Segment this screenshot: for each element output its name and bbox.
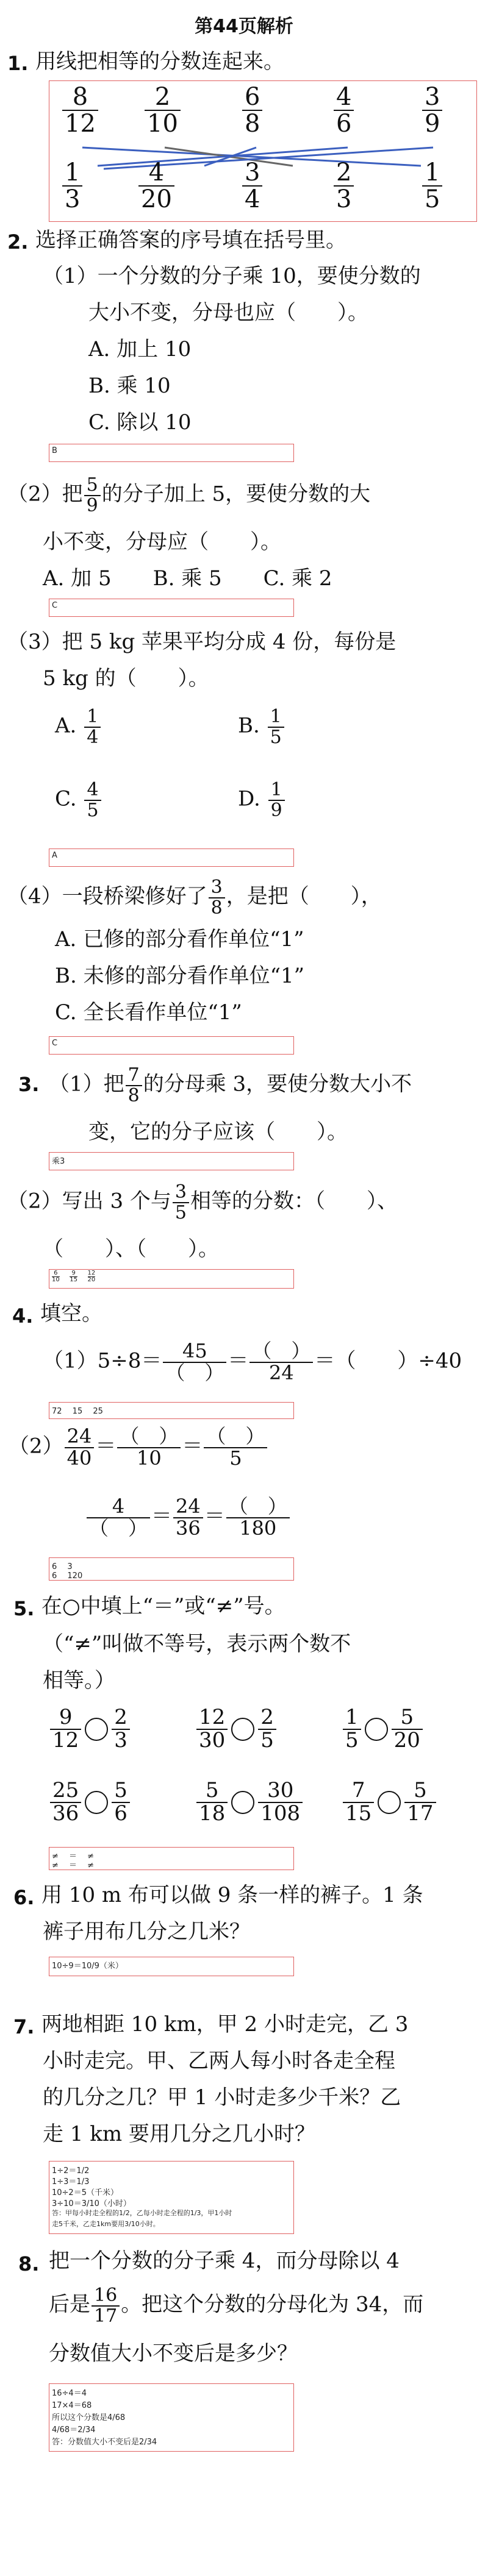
q4-p2-answer-line1: 6 3 [52,1562,73,1571]
q6-number: 6. [13,1886,35,1909]
q4-number: 4. [12,1304,34,1328]
q7-line3: 的几分之几？甲 1 小时走多少千米？乙 [43,2085,401,2110]
q2-p4-option-c: C. 全长看作单位“1” [55,1000,242,1025]
q1-top-frac: $\frac{2}{10}$ [143,84,182,137]
compare-circle[interactable] [231,1718,254,1741]
q4-p1-answer: 72 15 25 [52,1407,103,1416]
q8-answer-line: 16÷4＝4 [52,2389,87,2398]
q2-p3-answer: A [52,851,57,860]
q6-line2: 裤子用布几分之几米？ [43,1920,250,1944]
q1-top-frac: $\frac{8}{12}$ [61,84,99,137]
q5-compare: $\frac{7}{15}$ $\frac{5}{17}$ [342,1780,437,1824]
q5-line1: 在○中填上“＝”或“≠”号。 [41,1594,285,1618]
q7-answer-line: 1÷2＝1/2 [52,2166,90,2176]
q5-compare: $\frac{1}{5}$ $\frac{5}{20}$ [342,1707,424,1751]
q4-p2-answer-box [49,1557,294,1581]
q2-p4-option-a: A. 已修的部分看作单位“1” [55,927,304,952]
q2-p3-option-d: D. $\frac{1}{9}$ [238,780,286,820]
q4-p2-answer-line2: 6 120 [52,1571,83,1581]
q7-answer-line: 1÷3＝1/3 [52,2177,90,2186]
q2-p3-option-c: C. $\frac{4}{5}$ [55,780,102,820]
compare-circle[interactable] [85,1718,108,1741]
q5-line3: 相等。） [43,1668,115,1693]
q3-p2-answer-box [49,1269,294,1289]
q7-number: 7. [13,2015,35,2038]
q2-text: 选择正确答案的序号填在括号里。 [35,228,346,252]
page-title: 第44页解析 [195,16,293,37]
q5-number: 5. [13,1597,35,1620]
q3-p1-line2: 变，它的分子应该（ ）。 [88,1120,348,1144]
q2-p3-option-a: A. $\frac{1}{4}$ [55,707,102,747]
q1-top-frac: $\frac{6}{8}$ [241,84,264,137]
compare-circle[interactable] [378,1791,401,1814]
q7-answer-line: 10÷2＝5（千米） [52,2188,118,2197]
q1-number: 1. [7,52,29,75]
q8-answer-line: 17×4＝68 [52,2401,92,2410]
q1-bottom-frac: $\frac{1}{5}$ [421,160,443,212]
q2-p2-options: A. 加 5 B. 乘 5 C. 乘 2 [43,566,332,591]
q1-bottom-frac: $\frac{3}{4}$ [241,160,264,212]
q7-answer-line: 答：甲每小时走全程的1/2，乙每小时走全程的1/3，甲1小时 [52,2209,232,2217]
q4-text: 填空。 [40,1301,102,1326]
q5-compare: $\frac{9}{12}$ $\frac{2}{3}$ [49,1707,131,1751]
compare-circle[interactable] [231,1791,254,1814]
q8-line1: 把一个分数的分子乘 4，而分母除以 4 [49,2249,400,2273]
q2-p3-line2: 5 kg 的（ ）。 [43,666,209,691]
q5-answer-box [49,1847,294,1870]
q2-p1-line1: （1）一个分数的分子乘 10，要使分数的 [43,264,421,288]
q5-answer-line1: ≠ ＝ ≠ [52,1852,95,1861]
q6-answer: 10÷9＝10/9（米） [52,1962,123,1971]
q2-p3-line1: （3）把 5 kg 苹果平均分成 4 份，每份是 [7,630,396,654]
q5-compare: $\frac{25}{36}$ $\frac{5}{6}$ [49,1780,131,1824]
q2-p1-option-c: C. 除以 10 [88,410,192,435]
q1-top-frac: $\frac{4}{6}$ [332,84,355,137]
q2-p1-option-b: B. 乘 10 [88,374,171,398]
q5-line2: （“≠”叫做不等号，表示两个数不 [43,1632,351,1656]
q7-answer-line: 走5千米，乙走1km要用3/10小时。 [52,2220,160,2228]
q8-line2: 后是 $\frac{16}{17}$ 。把这个分数的分母化为 34，而 [49,2285,424,2327]
q5-compare: $\frac{12}{30}$ $\frac{2}{5}$ [195,1707,278,1751]
q3-p2-line2: （ ）、（ ）。 [43,1237,219,1261]
q8-answer-line: 答：分数值大小不变后是2/34 [52,2438,157,2447]
q7-answer-box [49,2161,294,2234]
q1-top-frac: $\frac{3}{9}$ [421,84,443,137]
q6-line1: 用 10 m 布可以做 9 条一样的裤子。1 条 [41,1883,423,1907]
q1-text: 用线把相等的分数连起来。 [35,49,284,74]
q4-p1-equation: （1）5÷8＝ $\frac{45}{( )}$ ＝ $\frac{( )}{24}$ ＝（ ）÷40 [43,1339,462,1384]
q3-number: 3. [18,1073,40,1096]
q4-p2-equation1: （2） $\frac{24}{40}$ ＝ $\frac{( )}{10}$ ＝ $\frac{( )}{5}$ [9,1426,268,1468]
q3-p2-answer: $\frac{6}{10}$ $\frac{9}{15}$ $\frac{12}{20}$ [52,1270,96,1283]
q7-line2: 小时走完。甲、乙两人每小时各走全程 [43,2049,395,2073]
q5-compare: $\frac{5}{18}$ $\frac{30}{108}$ [195,1780,304,1824]
q3-p2-line1: （2）写出 3 个与 $\frac{3}{5}$ 相等的分数：（ ）、 [7,1181,398,1223]
q3-p1-line1: （1）把 $\frac{7}{8}$ 的分母乘 3，要使分数大小不 [49,1064,412,1106]
q1-bottom-frac: $\frac{1}{3}$ [61,160,84,212]
compare-circle[interactable] [365,1718,388,1741]
q8-answer-line: 所以这个分数是4/68 [52,2413,126,2422]
q2-p3-option-b: B. $\frac{1}{5}$ [238,707,285,747]
q2-number: 2. [7,230,29,254]
q2-p2-line2: 小不变，分母应（ ）。 [43,530,281,554]
q1-bottom-frac: $\frac{2}{3}$ [332,160,355,212]
q8-answer-box [49,2383,294,2452]
compare-circle[interactable] [85,1791,108,1814]
q3-p1-answer: 乘3 [52,1157,65,1166]
q2-p2-answer: C [52,601,58,610]
q2-p4-line1: （4）一段桥梁修好了 $\frac{3}{8}$ ，是把（ ）， [7,877,382,919]
q4-p1-answer-box [49,1402,294,1419]
q6-answer-box [49,1957,294,1976]
q8-answer-line: 4/68＝2/34 [52,2425,96,2435]
q2-p3-answer-box [49,849,294,867]
q2-p1-line2: 大小不变，分母也应（ ）。 [88,301,368,325]
q8-line3: 分数值大小不变后是多少？ [49,2341,298,2366]
q7-line1: 两地相距 10 km，甲 2 小时走完，乙 3 [41,2012,409,2037]
q7-answer-line: 3÷10＝3/10（小时） [52,2199,131,2208]
q5-answer-line2: ≠ ＝ ≠ [52,1861,95,1870]
q4-p2-equation2: $\frac{4}{( )}$ ＝ $\frac{24}{36}$ ＝ $\frac{( )}{180}$ [85,1496,291,1539]
q2-p2-answer-box [49,599,294,617]
q2-p4-option-b: B. 未修的部分看作单位“1” [55,964,304,988]
q2-p4-answer: C [52,1039,58,1048]
q1-bottom-frac: $\frac{4}{20}$ [137,160,176,212]
q2-p1-option-a: A. 加上 10 [88,337,192,361]
q8-number: 8. [18,2252,40,2275]
q2-p1-answer-box [49,444,294,462]
q3-p1-answer-box [49,1152,294,1170]
q2-p2-line1: （2）把 $\frac{5}{9}$ 的分子加上 5，要使分数的大 [7,474,371,516]
q2-p4-answer-box [49,1036,294,1055]
q7-line4: 走 1 km 要用几分之几小时？ [43,2122,315,2146]
q2-p1-answer: B [52,446,57,455]
